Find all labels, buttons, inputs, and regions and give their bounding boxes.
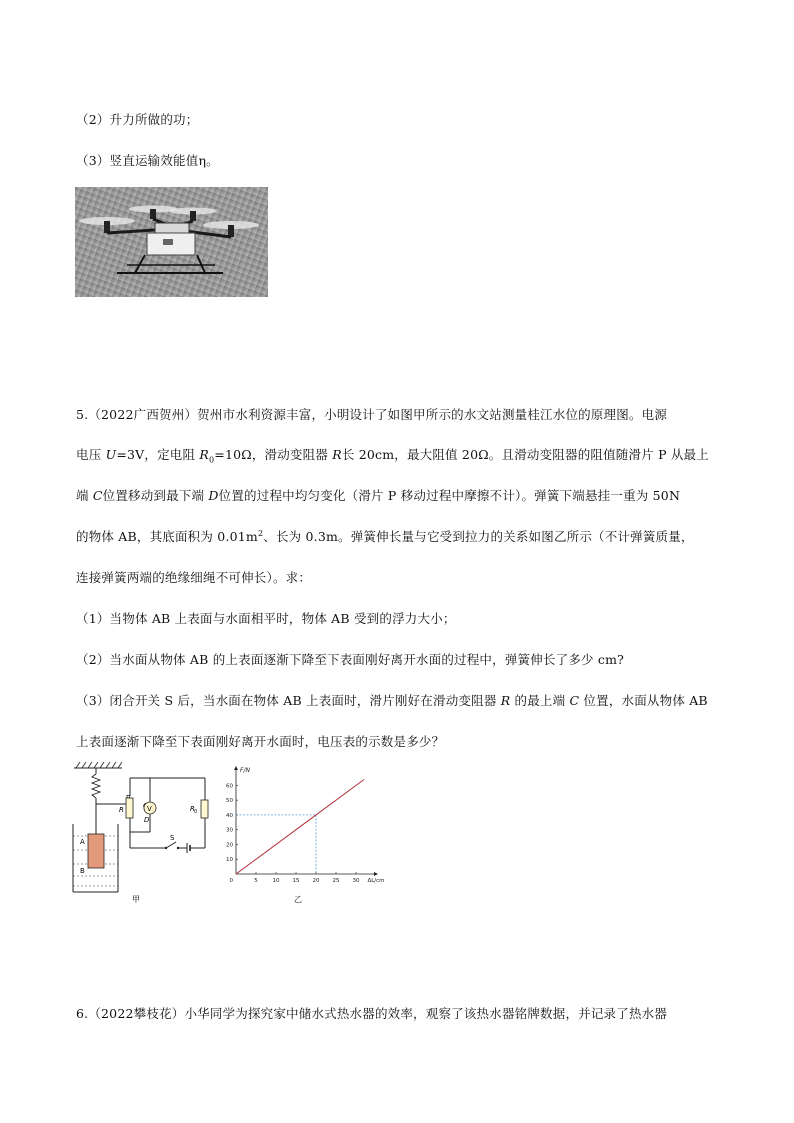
y-tick-label: 20: [226, 842, 233, 849]
x-tick-label: 5: [254, 878, 258, 884]
y-axis-label: F/N: [240, 767, 250, 774]
q5-line4: 的物体 AB，其底面积为 $0.01m^2$、长为 0.3m。弹簧伸长量与它受到拉力的关系如图乙所示（不计弹簧质量，: [76, 528, 694, 544]
chart-caption: 乙: [294, 895, 302, 904]
drone-photo: [75, 187, 268, 297]
y-tick-label: 40: [226, 812, 233, 819]
circuit-diagram: [70, 762, 220, 907]
y-tick-label: 10: [226, 857, 233, 864]
x-tick-label: 10: [272, 878, 280, 884]
y-tick-label: 30: [226, 827, 233, 834]
q4-sub2: （2）升力所做的功；: [76, 112, 199, 127]
svg-text:R: R: [119, 806, 124, 814]
x-axis-label: ΔL/cm: [367, 878, 385, 884]
svg-text:V: V: [147, 805, 152, 813]
svg-text:S: S: [170, 834, 175, 842]
svg-text:R: R: [190, 805, 195, 813]
q5-sub1: （1）当物体 AB 上表面与水面相平时，物体 AB 受到的浮力大小；: [76, 611, 456, 626]
origin-label: 0: [229, 878, 233, 884]
circuit-caption: 甲: [132, 895, 140, 904]
x-tick-label: 20: [312, 878, 320, 884]
svg-text:D: D: [144, 816, 150, 824]
x-axis-arrow: [374, 872, 378, 876]
series-line: [236, 779, 364, 874]
q5-line3: 端 C位置移动到最下端 D位置的过程中均匀变化（滑片 P 移动过程中摩擦不计）。弹簧下端悬挂一重为 50N: [76, 488, 681, 503]
y-axis-arrow: [234, 766, 238, 770]
q5-line1: 5.（2022广西贺州）贺州市水利资源丰富，小明设计了如图甲所示的水文站测量桂江水位的原理图。电源: [76, 407, 668, 422]
q5-sub3: （3）闭合开关 S 后，当水面在物体 AB 上表面时，滑片刚好在滑动变阻器 R 的最上端 C 位置，水面从物体 AB: [76, 693, 708, 708]
y-tick-label: 60: [226, 783, 233, 790]
q5-sub3-line2: 上表面逐渐下降至下表面刚好离开水面时，电压表的示数是多少？: [76, 734, 445, 749]
svg-text:A: A: [80, 838, 85, 846]
svg-text:B: B: [80, 867, 85, 875]
svg-text:0: 0: [194, 809, 198, 815]
y-tick-label: 50: [226, 798, 233, 805]
q5-line2: 电压 U=3V，定电阻 $R_0=10\Omega$，滑动变阻器 R长 20cm，最大阻值 20Ω。且滑动变阻器的阻值随滑片 P 从最上: [76, 447, 709, 465]
x-tick-label: 30: [352, 878, 360, 884]
q5-sub2: （2）当水面从物体 AB 的上表面逐渐下降至下表面刚好离开水面的过程中，弹簧伸长了多少 cm?: [76, 652, 625, 667]
force-extension-chart: [222, 766, 385, 904]
q4-sub3: （3）竖直运输效能值η。: [76, 153, 219, 168]
q5-line5: 连接弹簧两端的绝缘细绳不可伸长）。求：: [76, 570, 312, 585]
x-tick-label: 15: [292, 878, 300, 884]
x-tick-label: 25: [332, 878, 340, 884]
q6-line1: 6.（2022攀枝花）小华同学为探究家中储水式热水器的效率，观察了该热水器铭牌数据，并记录了热水器: [76, 1006, 668, 1021]
